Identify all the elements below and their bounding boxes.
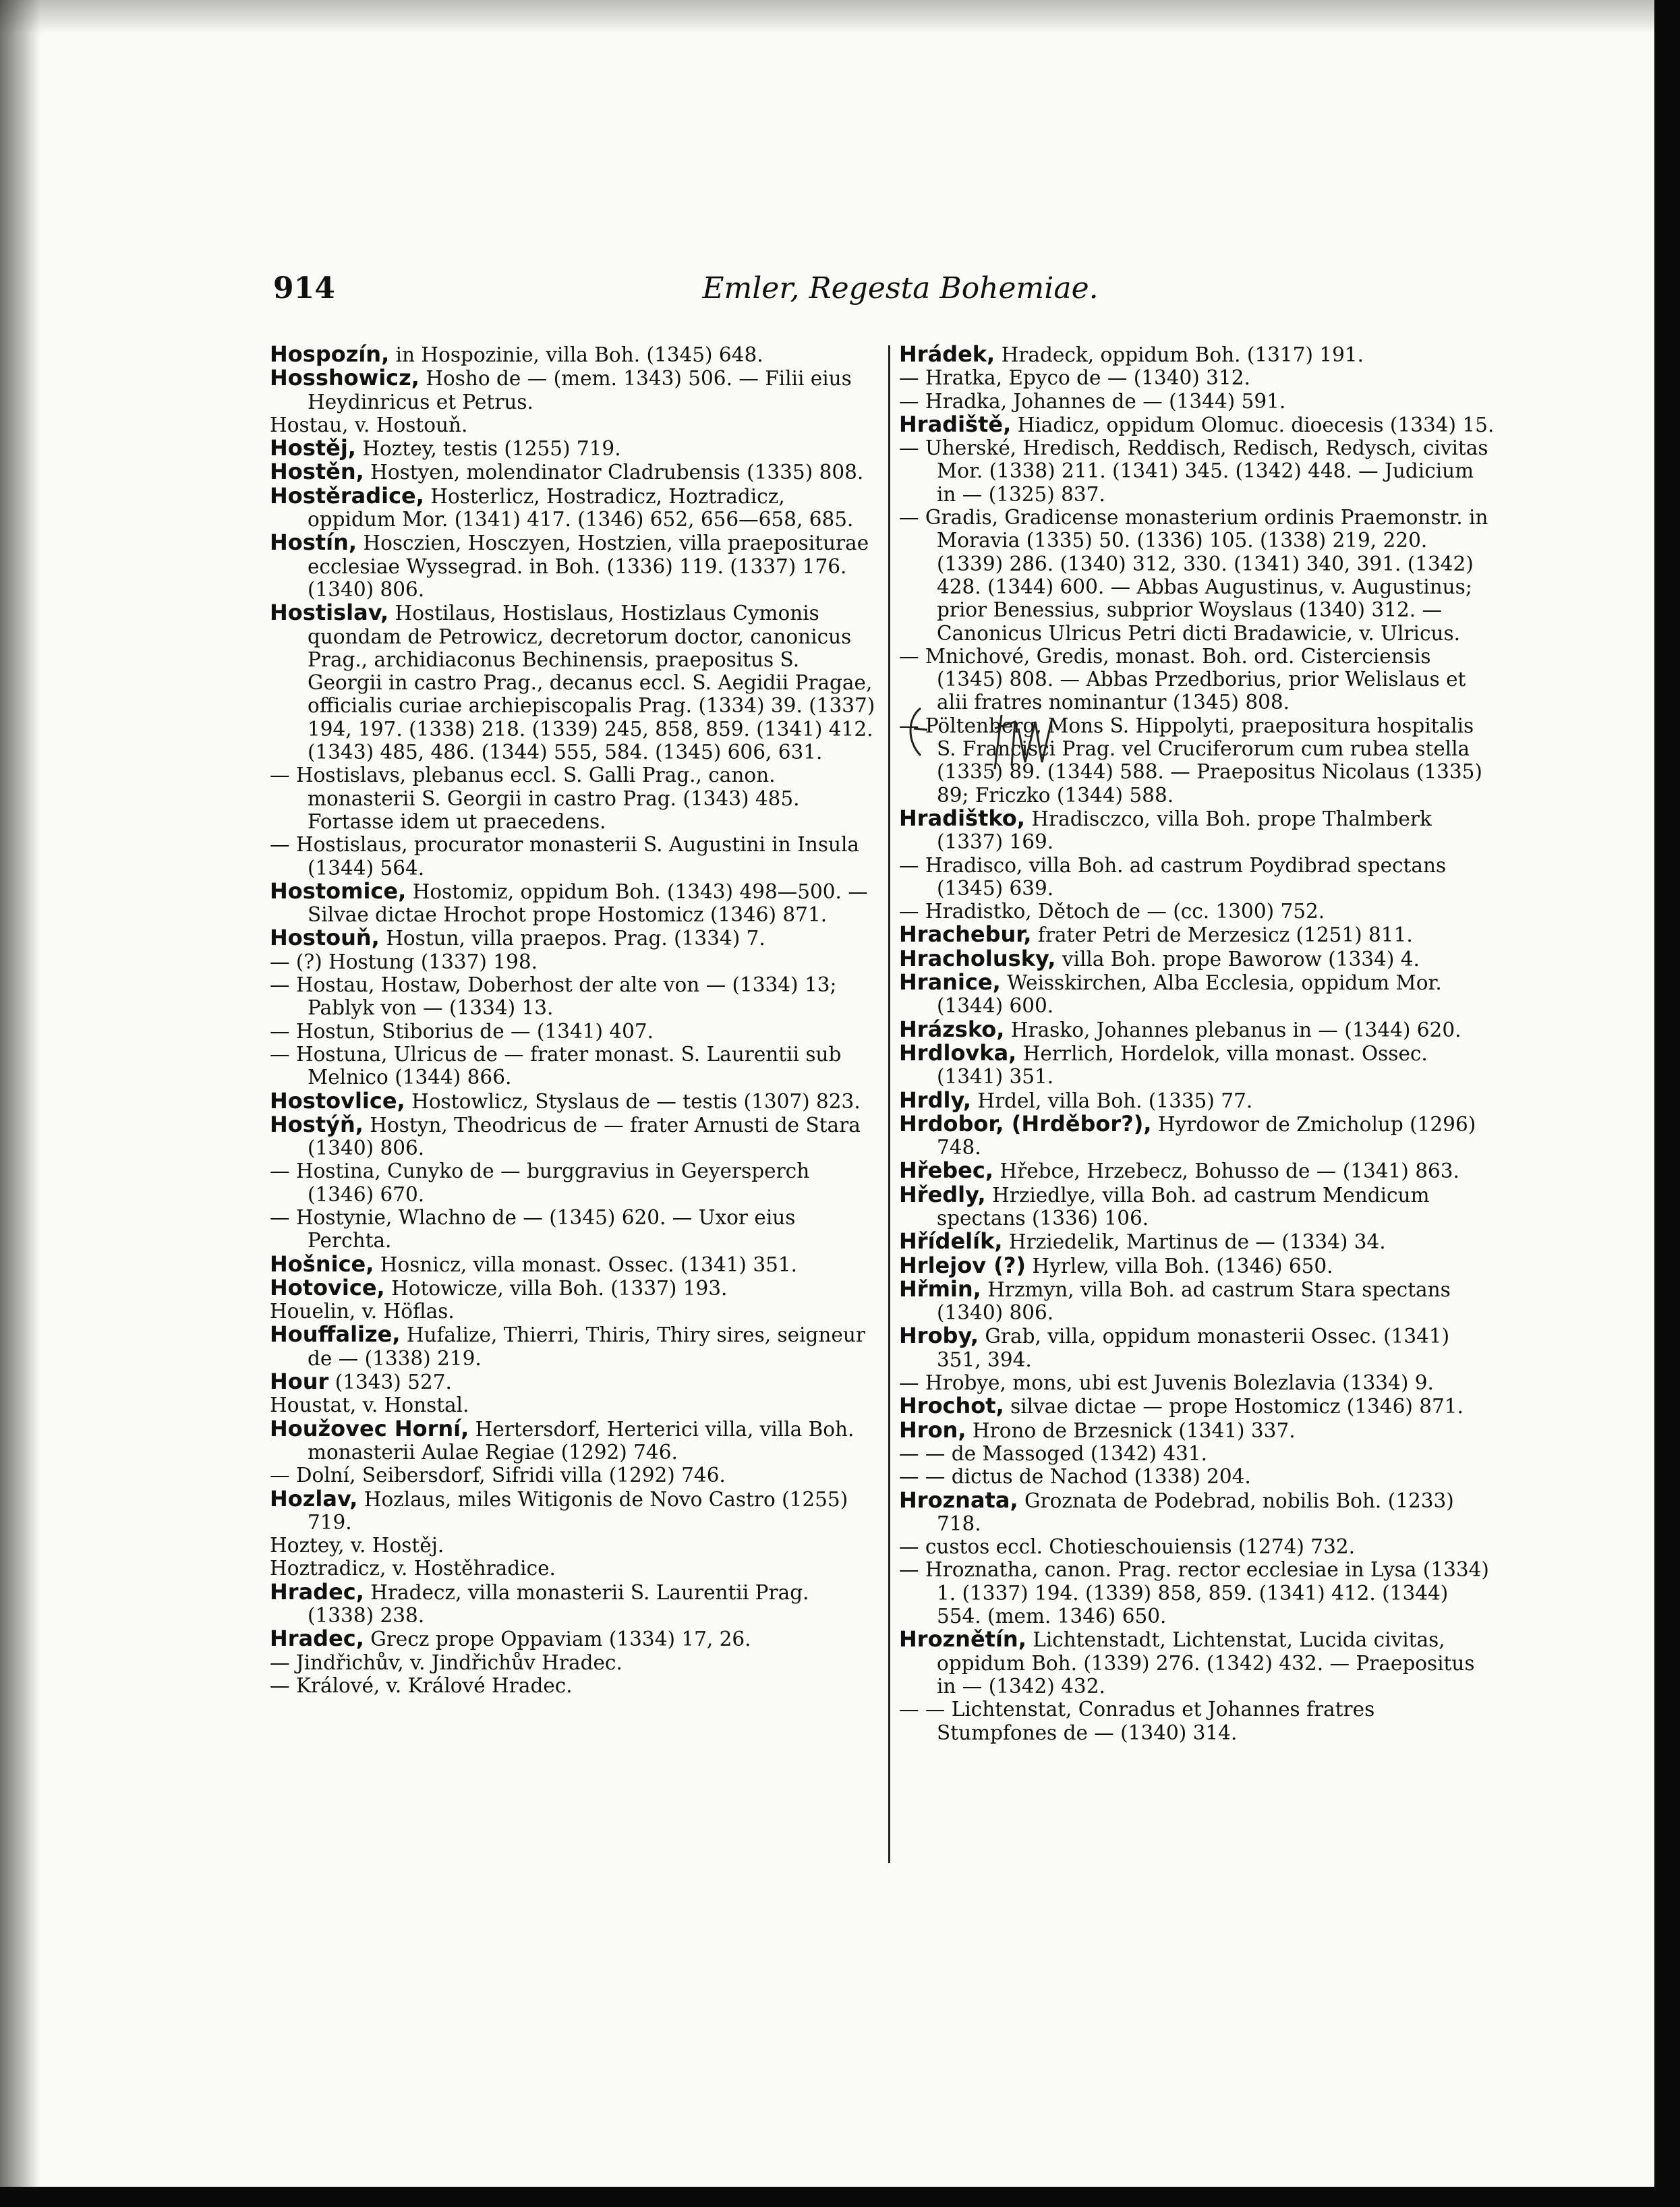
right-column-entry xyxy=(899,923,1496,946)
right-column-entry xyxy=(899,343,1496,366)
entry-text: in Hospozinie, villa Boh. (1345) 648. xyxy=(389,343,763,366)
running-title: Emler, Regesta Bohemiae. xyxy=(702,271,1099,306)
left-column-entry xyxy=(270,1580,877,1628)
left-column-entry xyxy=(270,1417,877,1464)
headword: Houffalize, xyxy=(270,1321,401,1348)
right-column-entry xyxy=(899,1183,1496,1230)
entry-text: — Hradistko, Dětoch de — (cc. 1300) 752. xyxy=(899,900,1325,923)
entry-text: Groznata de Podebrad, nobilis Boh. (1233) 718. xyxy=(937,1489,1454,1535)
entry-text: Hostyn, Theodricus de — frater Arnusti de Stara (1340) 806. xyxy=(308,1113,861,1160)
headword: Hrlejov (?) xyxy=(899,1252,1026,1278)
page-number: 914 xyxy=(273,271,335,306)
right-column-entry xyxy=(899,1489,1496,1536)
left-column-entry xyxy=(270,1300,877,1323)
left-column-entry xyxy=(270,1487,877,1535)
right-column-entry xyxy=(899,1394,1496,1418)
headword: Hradec, xyxy=(270,1578,364,1605)
entry-text: — — dictus de Nachod (1338) 204. xyxy=(899,1465,1251,1489)
entry-text: Hostun, villa praepos. Prag. (1334) 7. xyxy=(379,927,765,950)
entry-text: Lichtenstadt, Lichtenstat, Lucida civitas, oppidum Boh. (1339) 276. (1342) 432. — Praepositus in — (1342) 432. xyxy=(937,1628,1475,1698)
headword: Houžovec Horní, xyxy=(270,1415,469,1441)
headword: Hranice, xyxy=(899,969,1001,996)
left-column-entry xyxy=(270,1089,877,1113)
headword: Hostýň, xyxy=(270,1111,364,1137)
right-column-entry xyxy=(899,436,1496,506)
entry-text: Herrlich, Hordelok, villa monast. Ossec. (1341) 351. xyxy=(937,1041,1428,1089)
left-column-entry xyxy=(270,833,877,880)
entry-text: — Hostau, Hostaw, Doberhost der alte von — (1334) 13; Pablyk von — (1334) 13. xyxy=(270,973,837,1020)
headword: Hotovice, xyxy=(270,1274,385,1300)
headword: Hour xyxy=(270,1369,329,1395)
entry-text: Hostowlicz, Styslaus de — testis (1307) 823. xyxy=(405,1089,861,1113)
handwritten-margin-mark xyxy=(900,701,1062,782)
entry-text: Hosho de — (mem. 1343) 506. — Filii eius Heydinricus et Petrus. xyxy=(308,367,852,413)
left-column-entry xyxy=(270,1464,877,1487)
headword: Hozlav, xyxy=(270,1485,358,1512)
headword: Hostovlice, xyxy=(270,1087,405,1114)
right-column-entry xyxy=(899,1278,1496,1325)
entry-text: Hostilaus, Hostislaus, Hostizlaus Cymonis quondam de Petrowicz, decretorum doctor, canonicus Prag., archidiaconus Bechinensis, praepositus S. Georgii in castro Prag., decanus eccl. S. Aegidii Pragae, officialis curiae archiepiscopalis Prag. (1334) 39. (1337) 194, 197. (1338) 218. (1339) 245, 858, 859. (1341) 412. (1343) 485, 486. (1344) 555, 584. (1345) 606, 631. xyxy=(308,602,875,764)
headword: Hostěj, xyxy=(270,435,356,461)
left-column-entry xyxy=(270,436,877,460)
entry-text: Hoztey, v. Hostěj. xyxy=(270,1534,444,1557)
right-column-entry xyxy=(899,807,1496,854)
right-column-entry xyxy=(899,947,1496,971)
right-column-entry xyxy=(899,971,1496,1018)
scan-left-shadow xyxy=(0,0,40,2207)
right-column-entry xyxy=(899,1465,1496,1488)
right-column-entry xyxy=(899,413,1496,436)
entry-text: — Gradis, Gradicense monasterium ordinis Praemonstr. in Moravia (1335) 50. (1336) 105. (1338) 219, 220. (1339) 286. (1340) 312, 330. (1341) 340, 391. (1342) 428. (1344) 600. — Abbas Augustinus, v. Augustinus; prior Benessius, subprior Woyslaus (1340) 312. — Canonicus Ulricus Petri dicti Bradawicie, v. Ulricus. xyxy=(899,506,1488,645)
left-column-entry xyxy=(270,601,877,764)
right-column-entry xyxy=(899,854,1496,900)
right-column-entry xyxy=(899,1558,1496,1628)
entry-text: — — de Massoged (1342) 431. xyxy=(899,1441,1208,1465)
entry-text: Hufalize, Thierri, Thiris, Thiry sires, seigneur de — (1338) 219. xyxy=(308,1323,865,1370)
entry-text: — Dolní, Seibersdorf, Sifridi villa (1292) 746. xyxy=(270,1464,726,1487)
entry-text: villa Boh. prope Baworow (1334) 4. xyxy=(1055,947,1420,971)
headword: Hřebec, xyxy=(899,1157,993,1184)
entry-text: Hostomiz, oppidum Boh. (1343) 498—500. — Silvae dictae Hrochot prope Hostomicz (1346) 871. xyxy=(308,880,868,927)
headword: Hředly, xyxy=(899,1181,986,1207)
entry-text: Houstat, v. Honstal. xyxy=(270,1394,469,1417)
page-header xyxy=(273,271,1528,312)
entry-text: — — Lichtenstat, Conradus et Johannes fratres Stumpfones de — (1340) 314. xyxy=(899,1698,1375,1744)
entry-text: Hradecz, villa monasterii S. Laurentii Prag. (1338) 238. xyxy=(308,1580,809,1628)
entry-text: Hrziedlye, villa Boh. ad castrum Mendicum spectans (1336) 106. xyxy=(937,1183,1430,1230)
entry-text: Hiadicz, oppidum Olomuc. dioecesis (1334) 15. xyxy=(1011,413,1495,436)
entry-text: Hosczien, Hosczyen, Hostzien, villa praepositurae ecclesiae Wyssegrad. in Boh. (1336) 119. (1337) 176. (1340) 806. xyxy=(308,532,869,601)
right-column-entry xyxy=(899,900,1496,923)
left-column-entry xyxy=(270,1627,877,1651)
entry-text: Hyrlew, villa Boh. (1346) 650. xyxy=(1026,1254,1333,1278)
entry-text: Hostau, v. Hostouň. xyxy=(270,413,468,436)
headword: Hřídelík, xyxy=(899,1228,1003,1255)
right-column-entry xyxy=(899,1230,1496,1253)
headword: Hradec, xyxy=(270,1626,364,1652)
left-column-entry xyxy=(270,484,877,532)
headword: Hrdobor, (Hrděbor?), xyxy=(899,1110,1152,1137)
right-column-entry xyxy=(899,1041,1496,1089)
headword: Hostouň, xyxy=(270,925,380,951)
entry-text: Hyrdowor de Zmicholup (1296) 748. xyxy=(937,1112,1476,1159)
entry-text: — (?) Hostung (1337) 198. xyxy=(270,950,538,973)
scan-top-shadow xyxy=(0,0,1680,34)
entry-text: — Hostuna, Ulricus de — frater monast. S. Laurentii sub Melnico (1344) 866. xyxy=(270,1042,842,1089)
entry-text: Hoztradicz, v. Hostěhradice. xyxy=(270,1557,556,1580)
left-column-entry xyxy=(270,1113,877,1160)
right-column-entry xyxy=(899,366,1496,389)
right-column-entry xyxy=(899,1089,1496,1112)
entry-text: Weisskirchen, Alba Ecclesia, oppidum Mor. (1344) 600. xyxy=(937,971,1442,1018)
entry-text: — custos eccl. Chotieschouiensis (1274) 732. xyxy=(899,1535,1355,1559)
headword: Hroby, xyxy=(899,1323,979,1349)
left-column-entry xyxy=(270,1206,877,1253)
left-column-entry xyxy=(270,1674,877,1697)
headword: Hracholusky, xyxy=(899,945,1056,971)
right-column-entry xyxy=(899,1112,1496,1159)
entry-text: Hotowicze, villa Boh. (1337) 193. xyxy=(384,1276,728,1300)
right-column-entry xyxy=(899,390,1496,413)
entry-text: Hradeck, oppidum Boh. (1317) 191. xyxy=(995,343,1364,366)
entry-text: — Hradisco, villa Boh. ad castrum Poydibrad spectans (1345) 639. xyxy=(899,853,1447,900)
entry-text: — Hostislavs, plebanus eccl. S. Galli Prag., canon. monasterii S. Georgii in castro Prag. (1343) 485. Fortasse idem ut praecedens. xyxy=(270,764,800,833)
headword: Hostín, xyxy=(270,529,357,556)
left-column-entry xyxy=(270,343,877,366)
headword: Hradištko, xyxy=(899,805,1025,831)
entry-text: Hrono de Brzesnick (1341) 337. xyxy=(966,1418,1296,1442)
entry-text: — Hostina, Cunyko de — burggravius in Geyersperch (1346) 670. xyxy=(270,1159,810,1206)
headword: Hrdlovka, xyxy=(899,1039,1017,1066)
scan-right-border xyxy=(1654,0,1680,2207)
left-column-entry xyxy=(270,1276,877,1300)
entry-text: Hostyen, molendinator Cladrubensis (1335) 808. xyxy=(364,461,864,484)
right-column-entry xyxy=(899,1324,1496,1371)
entry-text: Hrzmyn, villa Boh. ad castrum Stara spectans (1340) 806. xyxy=(937,1278,1451,1325)
right-column-entry xyxy=(899,1418,1496,1442)
entry-text: Hrdel, villa Boh. (1335) 77. xyxy=(971,1089,1253,1112)
entry-text: Hradisczco, villa Boh. prope Thalmberk (1337) 169. xyxy=(937,807,1432,854)
left-column xyxy=(270,343,877,1697)
left-column-entry xyxy=(270,1370,877,1394)
right-column-entry xyxy=(899,1442,1496,1465)
left-column-entry xyxy=(270,366,877,413)
right-column-entry xyxy=(899,1371,1496,1394)
headword: Hošnice, xyxy=(270,1251,374,1277)
entry-text: Houelin, v. Höflas. xyxy=(270,1300,455,1323)
entry-text: — Králové, v. Králové Hradec. xyxy=(270,1673,573,1697)
entry-text: — Uherské, Hredisch, Reddisch, Redisch, Redysch, civitas Mor. (1338) 211. (1341) 345. (1342) 448. — Judicium in — (1325) 837. xyxy=(899,436,1488,506)
right-column-entry xyxy=(899,1628,1496,1698)
entry-text: — Hostynie, Wlachno de — (1345) 620. — Uxor eius Perchta. xyxy=(270,1205,796,1253)
left-column-entry xyxy=(270,1394,877,1416)
entry-text: — Hrobye, mons, ubi est Juvenis Bolezlavia (1334) 9. xyxy=(899,1371,1434,1395)
left-column-entry xyxy=(270,1557,877,1580)
right-column-entry xyxy=(899,1018,1496,1041)
headword: Hrádek, xyxy=(899,341,995,367)
left-column-entry xyxy=(270,764,877,833)
right-column-entry xyxy=(899,1254,1496,1278)
column-divider xyxy=(888,345,890,1863)
entry-text: Hrziedelik, Martinus de — (1334) 34. xyxy=(1002,1230,1386,1254)
left-column-entry xyxy=(270,1253,877,1276)
entry-text: — Hroznatha, canon. Prag. rector ecclesiae in Lysa (1334) 1. (1337) 194. (1339) 858, 859. (1341) 412. (1344) 554. (mem. 1346) 650. xyxy=(899,1558,1489,1628)
right-column-entry xyxy=(899,1535,1496,1558)
entry-text: — Hostislaus, procurator monasterii S. Augustini in Insula (1344) 564. xyxy=(270,833,859,880)
left-column-entry xyxy=(270,973,877,1020)
entry-text: — Hostun, Stiborius de — (1341) 407. xyxy=(270,1019,654,1043)
headword: Hroznětín, xyxy=(899,1626,1026,1653)
entry-text: frater Petri de Merzesicz (1251) 811. xyxy=(1031,923,1413,947)
left-column-entry xyxy=(270,1159,877,1206)
left-column-entry xyxy=(270,1043,877,1089)
entry-text: — Hratka, Epyco de — (1340) 312. xyxy=(899,366,1250,390)
left-column-entry xyxy=(270,1534,877,1557)
headword: Hroznata, xyxy=(899,1487,1018,1513)
headword: Hostislav, xyxy=(270,600,389,626)
headword: Hostěradice, xyxy=(270,482,424,509)
left-column-entry xyxy=(270,926,877,950)
entry-text: Hozlaus, miles Witigonis de Novo Castro (1255) 719. xyxy=(308,1487,848,1534)
entry-text: Hrasko, Johannes plebanus in — (1344) 620. xyxy=(1004,1018,1461,1041)
entry-text: — Mnichové, Gredis, monast. Boh. ord. Cisterciensis (1345) 808. — Abbas Przedborius, prior Welislaus et alii fratres nominantur (1345) 808. xyxy=(899,644,1466,714)
entry-text: Hřebce, Hrzebecz, Bohusso de — (1341) 863. xyxy=(993,1159,1459,1183)
left-column-entry xyxy=(270,460,877,484)
headword: Hřmin, xyxy=(899,1276,981,1302)
right-column-entry xyxy=(899,1698,1496,1744)
entry-text: — Jindřichův, v. Jindřichův Hradec. xyxy=(270,1651,622,1674)
left-column-entry xyxy=(270,880,877,927)
entry-text: Grecz prope Oppaviam (1334) 17, 26. xyxy=(364,1628,751,1651)
right-column xyxy=(899,343,1496,1744)
headword: Hradiště, xyxy=(899,411,1012,437)
entry-text: — Hradka, Johannes de — (1344) 591. xyxy=(899,389,1286,413)
left-column-entry xyxy=(270,1020,877,1043)
left-column-entry xyxy=(270,950,877,973)
entry-text: Hoztey, testis (1255) 719. xyxy=(355,437,621,461)
headword: Hostomice, xyxy=(270,878,407,904)
headword: Hrachebur, xyxy=(899,921,1032,948)
entry-text: (1343) 527. xyxy=(328,1371,452,1394)
headword: Hrdly, xyxy=(899,1087,971,1113)
headword: Hospozín, xyxy=(270,341,390,367)
entry-text: Hertersdorf, Herterici villa, villa Boh. monasterii Aulae Regiae (1292) 746. xyxy=(308,1417,855,1464)
entry-text: Hosnicz, villa monast. Ossec. (1341) 351. xyxy=(374,1253,798,1276)
left-column-entry xyxy=(270,1323,877,1370)
left-column-entry xyxy=(270,531,877,601)
headword: Hrázsko, xyxy=(899,1016,1005,1042)
entry-text: — Pöltenberg, Mons S. Hippolyti, praepositura hospitalis S. Francisci Prag. vel Cruciferorum cum rubea stella (1335) 89. (1344) 588. — Praepositus Nicolaus (1335) 89; Friczko (1344) 588. xyxy=(899,714,1482,807)
entry-text: silvae dictae — prope Hostomicz (1346) 871. xyxy=(1004,1395,1464,1418)
left-column-entry xyxy=(270,1651,877,1674)
right-column-entry xyxy=(899,1159,1496,1182)
entry-text: Grab, villa, oppidum monasterii Ossec. (1341) 351, 394. xyxy=(937,1325,1450,1371)
entry-text: Hosterlicz, Hostradicz, Hoztradicz, oppidum Mor. (1341) 417. (1346) 652, 656—658, 685. xyxy=(308,484,854,532)
right-column-entry xyxy=(899,506,1496,645)
scan-bottom-border xyxy=(0,2187,1680,2207)
left-column-entry xyxy=(270,413,877,436)
headword: Hrochot, xyxy=(899,1393,1004,1419)
headword: Hostěn, xyxy=(270,459,364,485)
headword: Hosshowicz, xyxy=(270,365,419,391)
headword: Hron, xyxy=(899,1416,966,1443)
